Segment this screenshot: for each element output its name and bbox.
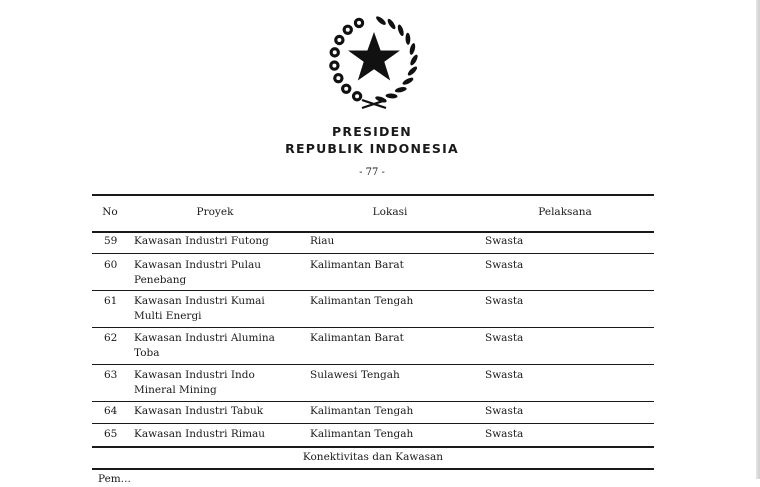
wreath-leaf — [409, 54, 419, 67]
row-divider — [92, 327, 654, 328]
row-pelaksana: Swasta — [485, 332, 524, 344]
wreath-leaf — [397, 24, 405, 37]
partial-row-text: Pem... — [98, 473, 131, 485]
wreath-leaf — [401, 76, 414, 86]
row-no: 63 — [104, 369, 118, 381]
row-divider — [92, 423, 654, 424]
wreath-flower-center — [344, 87, 348, 91]
column-header-no: No — [102, 206, 118, 218]
wreath-flower-center — [337, 38, 341, 42]
row-lokasi: Sulawesi Tengah — [310, 369, 400, 381]
row-proyek: Kawasan Industri Tabuk — [134, 405, 264, 417]
row-proyek: Kawasan Industri Alumina — [134, 332, 275, 344]
row-divider — [92, 401, 654, 402]
row-no: 65 — [104, 428, 118, 440]
row-no: 62 — [104, 332, 118, 344]
row-lokasi: Kalimantan Barat — [310, 332, 404, 344]
row-proyek-line2: Toba — [134, 347, 160, 359]
table-top-rule — [92, 194, 654, 196]
row-proyek: Kawasan Industri Indo — [134, 369, 255, 381]
row-divider — [92, 446, 654, 448]
wreath-leaf — [385, 93, 397, 99]
row-pelaksana: Swasta — [485, 369, 524, 381]
row-proyek-line2: Mineral Mining — [134, 384, 217, 396]
wreath-leaf — [406, 65, 418, 77]
row-lokasi: Kalimantan Tengah — [310, 428, 414, 440]
wreath-leaf — [375, 15, 387, 26]
wreath-flower-center — [332, 64, 336, 68]
wreath-leaf — [409, 43, 417, 56]
wreath-flower-center — [346, 28, 350, 32]
wreath-flower-center — [336, 76, 340, 80]
row-lokasi: Kalimantan Barat — [310, 259, 404, 271]
row-proyek: Kawasan Industri Kumai — [134, 295, 265, 307]
row-pelaksana: Swasta — [485, 295, 524, 307]
row-proyek: Kawasan Industri Pulau — [134, 259, 262, 271]
presidential-seal-emblem — [322, 8, 426, 112]
wreath-leaf — [386, 18, 397, 31]
row-pelaksana: Swasta — [485, 235, 524, 247]
wreath-leaf — [394, 86, 407, 93]
wreath-flower-center — [355, 94, 359, 98]
row-no: 59 — [104, 235, 118, 247]
column-header-pelaksana: Pelaksana — [538, 206, 592, 218]
page-number: - 77 - — [359, 167, 385, 178]
wreath-flower-center — [357, 21, 361, 25]
row-no: 61 — [104, 295, 118, 307]
row-lokasi: Riau — [310, 235, 335, 247]
page-edge-shadow — [756, 0, 760, 479]
column-header-proyek: Proyek — [196, 206, 234, 218]
header-title-line2: REPUBLIK INDONESIA — [285, 141, 459, 156]
section-heading: Konektivitas dan Kawasan — [302, 451, 444, 463]
star-icon — [348, 32, 400, 81]
header-bottom-rule — [92, 231, 654, 233]
wreath-flower-center — [333, 50, 337, 54]
row-no: 60 — [104, 259, 118, 271]
row-pelaksana: Swasta — [485, 428, 524, 440]
wreath-ribbon — [362, 100, 386, 108]
row-divider — [92, 253, 654, 254]
row-pelaksana: Swasta — [485, 405, 524, 417]
row-divider — [92, 290, 654, 291]
column-header-lokasi: Lokasi — [372, 206, 408, 218]
row-proyek: Kawasan Industri Rimau — [134, 428, 266, 440]
row-proyek-line2: Penebang — [134, 274, 187, 286]
row-lokasi: Kalimantan Tengah — [310, 405, 414, 417]
wreath-leaf — [405, 33, 410, 45]
row-lokasi: Kalimantan Tengah — [310, 295, 414, 307]
section-divider — [92, 468, 654, 470]
row-proyek: Kawasan Industri Futong — [134, 235, 269, 247]
row-proyek-line2: Multi Energi — [134, 310, 202, 322]
row-no: 64 — [104, 405, 118, 417]
row-pelaksana: Swasta — [485, 259, 524, 271]
header-title-line1: PRESIDEN — [332, 124, 412, 139]
row-divider — [92, 364, 654, 365]
